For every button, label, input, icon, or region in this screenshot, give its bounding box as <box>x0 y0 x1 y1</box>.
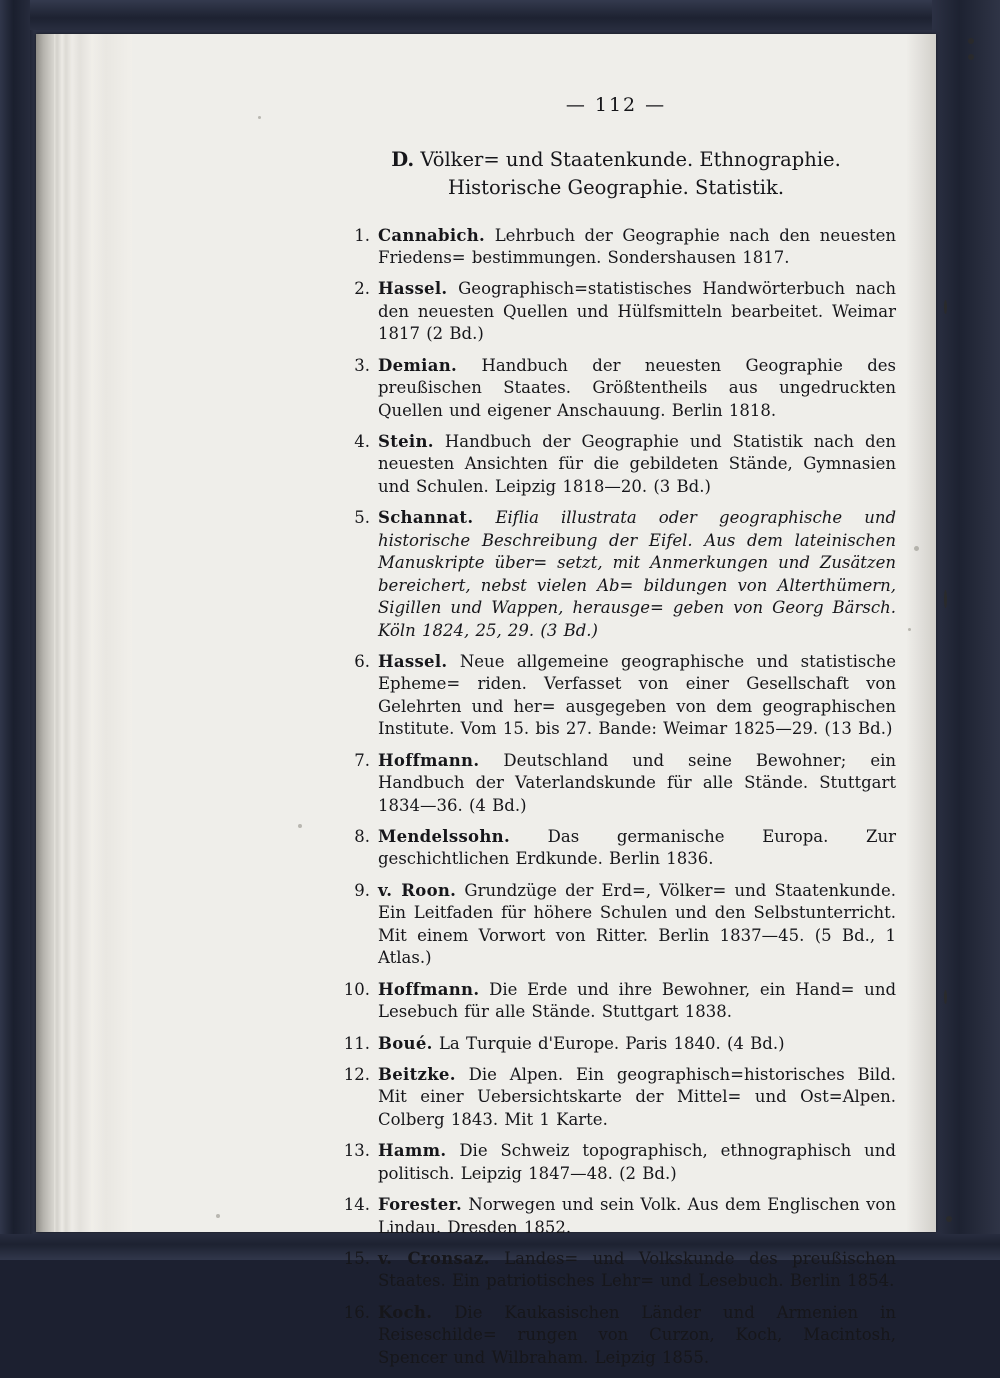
heading-letter: D. <box>391 148 415 171</box>
book-edge-left <box>0 0 30 1260</box>
item-author: Demian. <box>378 355 458 375</box>
item-number: 6. <box>354 651 370 671</box>
item-number: 10. <box>343 979 370 999</box>
item-author: Hassel. <box>378 651 448 671</box>
item-number: 16. <box>343 1302 370 1322</box>
item-number: 8. <box>354 827 370 847</box>
item-author: Koch. <box>378 1302 433 1322</box>
list-item <box>336 1194 896 1239</box>
list-item <box>336 880 896 970</box>
list-item <box>336 979 896 1024</box>
list-item <box>336 1248 896 1293</box>
item-text: Die Erde und ihre Bewohner, ein Hand= und Lesebuch für alle Stände. Stuttgart 1838. <box>378 979 897 1022</box>
item-author: v. Roon. <box>378 880 457 900</box>
item-number: 9. <box>354 880 370 900</box>
book-edge-right <box>932 0 1000 1260</box>
item-number: 15. <box>343 1249 370 1269</box>
page-number: — 112 — <box>565 94 667 116</box>
list-item <box>336 225 896 270</box>
paper-speck <box>298 824 302 828</box>
scan-margin-mark <box>944 300 947 314</box>
item-text: Die Alpen. Ein geographisch=historisches Bild. Mit einer Uebersichtskarte der Mittel= und Ost=Alpen. Colberg 1843. Mit 1 Karte. <box>378 1064 896 1129</box>
section-heading <box>336 146 896 203</box>
item-author: Hassel. <box>378 279 448 299</box>
list-item <box>336 355 896 422</box>
item-text: Landes= und Volkskunde des preußischen Staates. Ein patriotisches Lehr= und Lesebuch. Berlin 1854. <box>378 1249 897 1291</box>
item-author: Cannabich. <box>378 225 486 245</box>
list-item <box>336 1140 896 1185</box>
item-author: Mendelssohn. <box>378 827 510 847</box>
item-author: Boué. <box>378 1033 433 1053</box>
list-item <box>336 507 896 642</box>
item-text: Handbuch der Geographie und Statistik nach den neuesten Ansichten für die gebildeten Stände, Gymnasien und Schulen. Leipzig 1818—20. (3 Bd.) <box>378 432 896 496</box>
paper-speck <box>914 546 919 551</box>
item-number: 5. <box>354 508 370 528</box>
list-item <box>336 826 896 871</box>
list-item <box>336 278 896 345</box>
item-author: Beitzke. <box>378 1064 456 1084</box>
item-text: Die Schweiz topographisch, ethnographisch und politisch. Leipzig 1847—48. (2 Bd.) <box>378 1141 896 1183</box>
item-text: Neue allgemeine geographische und statistische Epheme= riden. Verfasset von einer Gesellschaft von Gelehrten und her= ausgegeben von dem geographischen Institute. Vom 15. bis 27. Bande: Weimar 1825—29. (13 Bd.) <box>378 651 896 739</box>
paper-speck <box>258 116 261 119</box>
paper-speck <box>216 1214 220 1218</box>
item-author: Forester. <box>378 1195 463 1215</box>
list-item <box>336 651 896 741</box>
binding-shadow <box>36 34 54 1232</box>
item-number: 4. <box>354 432 370 452</box>
item-author: Hoffmann. <box>378 979 480 999</box>
item-text: Eiflia illustrata oder geographische und historische Beschreibung der Eifel. Aus dem lateinischen Manuskripte über= setzt, mit Anmerkungen und Zusätzen bereichert, nebst vielen Ab= bildungen von Alterthümern, Sigillen und Wappen, herausge= geben von Georg Bärsch. Köln 1824, 25, 29. (3 Bd.) <box>378 508 897 640</box>
item-number: 13. <box>343 1141 370 1161</box>
item-text: Grundzüge der Erd=, Völker= und Staatenkunde. Ein Leitfaden für höhere Schulen und den Selbstunterricht. Mit einem Vorwort von Ritter. Berlin 1837—45. (5 Bd., 1 Atlas.) <box>378 880 896 968</box>
item-number: 11. <box>343 1033 370 1053</box>
page-content <box>336 94 896 1378</box>
item-author: v. Cronsaz. <box>378 1249 490 1269</box>
item-text: Deutschland und seine Bewohner; ein Handbuch der Vaterlandskunde für alle Stände. Stuttgart 1834—36. (4 Bd.) <box>378 750 896 815</box>
page-edge-shadow <box>906 34 936 1232</box>
heading-line-1: Völker= und Staatenkunde. Ethnographie. <box>420 148 841 171</box>
item-text: Die Kaukasischen Länder und Armenien in Reiseschilde= rungen von Curzon, Koch, Macintosh, Spencer und Wilbraham. Leipzig 1855. <box>378 1302 896 1367</box>
item-author: Hoffmann. <box>378 750 480 770</box>
list-item <box>336 431 896 498</box>
item-text: La Turquie d'Europe. Paris 1840. (4 Bd.) <box>438 1033 785 1053</box>
item-text: Geographisch=statistisches Handwörterbuch nach den neuesten Quellen und Hülfsmitteln bearbeitet. Weimar 1817 (2 Bd.) <box>378 279 896 344</box>
item-text: Handbuch der neuesten Geographie des preußischen Staates. Größtentheils aus ungedruckten Quellen und eigener Anschauung. Berlin 1818. <box>378 355 896 420</box>
item-text: Das germanische Europa. Zur geschichtlichen Erdkunde. Berlin 1836. <box>378 827 896 869</box>
list-item <box>336 1064 896 1131</box>
list-item <box>336 750 896 817</box>
scan-margin-mark <box>946 1216 952 1222</box>
scan-margin-mark <box>944 590 947 608</box>
heading-line-2: Historische Geographie. Statistik. <box>447 176 785 200</box>
item-author: Stein. <box>378 432 434 452</box>
item-number: 1. <box>354 225 370 245</box>
paper-speck <box>908 628 911 631</box>
item-author: Schannat. <box>378 508 474 528</box>
item-number: 3. <box>354 355 370 375</box>
scan-margin-mark <box>944 990 947 1004</box>
item-number: 12. <box>343 1064 370 1084</box>
page-paper <box>36 34 936 1367</box>
list-item <box>336 1302 896 1369</box>
scan-margin-mark <box>968 38 974 44</box>
item-text: Norwegen und sein Volk. Aus dem Englischen von Lindau. Dresden 1852. <box>378 1195 896 1237</box>
list-item <box>336 1033 896 1055</box>
item-number: 2. <box>354 279 370 299</box>
item-text: Lehrbuch der Geographie nach den neuesten Friedens= bestimmungen. Sondershausen 1817. <box>378 225 897 267</box>
bibliography-list <box>336 225 896 1370</box>
item-author: Hamm. <box>378 1141 447 1161</box>
item-number: 14. <box>343 1195 370 1215</box>
item-number: 7. <box>354 750 370 770</box>
scan-margin-mark <box>968 54 974 60</box>
book-edge-top <box>0 0 1000 30</box>
